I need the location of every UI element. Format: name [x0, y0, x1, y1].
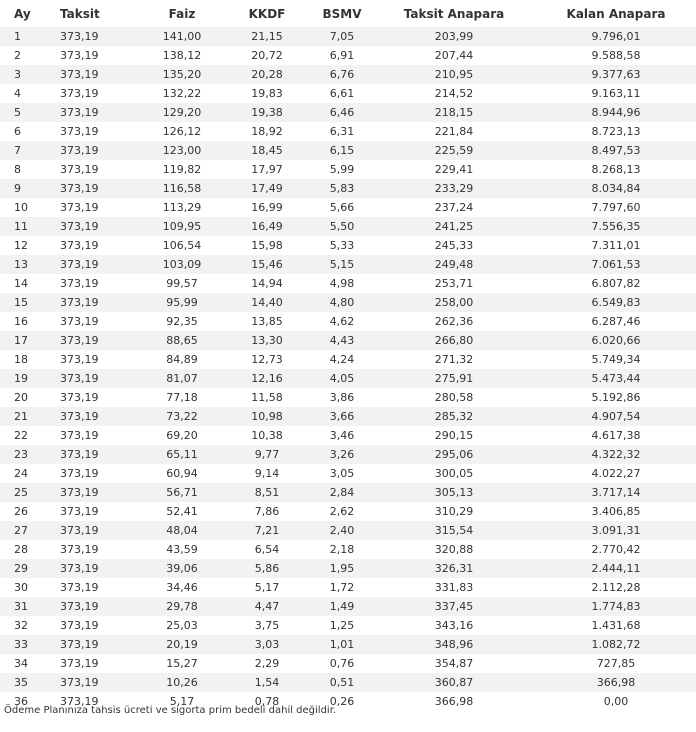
cell-taksit-anapara: 290,15 — [372, 426, 536, 445]
cell-taksit: 373,19 — [50, 236, 142, 255]
cell-kkdf: 13,30 — [222, 331, 312, 350]
cell-taksit: 373,19 — [50, 464, 142, 483]
cell-kkdf: 14,94 — [222, 274, 312, 293]
cell-ay: 10 — [0, 198, 50, 217]
cell-kalan-anapara: 1.431,68 — [536, 616, 696, 635]
cell-taksit: 373,19 — [50, 407, 142, 426]
cell-ay: 36 — [0, 692, 50, 711]
table-row — [0, 255, 696, 274]
cell-faiz: 10,26 — [142, 673, 222, 692]
cell-ay: 15 — [0, 293, 50, 312]
cell-taksit-anapara: 343,16 — [372, 616, 536, 635]
column-header-faiz: Faiz — [142, 0, 222, 27]
cell-ay: 26 — [0, 502, 50, 521]
cell-kkdf: 19,38 — [222, 103, 312, 122]
cell-kkdf: 20,72 — [222, 46, 312, 65]
cell-bsmv: 4,05 — [312, 369, 372, 388]
cell-faiz: 116,58 — [142, 179, 222, 198]
column-header-kkdf: KKDF — [222, 0, 312, 27]
cell-kalan-anapara: 1.774,83 — [536, 597, 696, 616]
cell-taksit-anapara: 300,05 — [372, 464, 536, 483]
cell-kkdf: 0,78 — [222, 692, 312, 711]
cell-taksit: 373,19 — [50, 426, 142, 445]
table-row — [0, 426, 696, 445]
table-row — [0, 217, 696, 236]
table-row — [0, 635, 696, 654]
cell-kkdf: 9,77 — [222, 445, 312, 464]
table-row — [0, 27, 696, 46]
table-row — [0, 46, 696, 65]
table-row — [0, 407, 696, 426]
cell-bsmv: 6,76 — [312, 65, 372, 84]
cell-bsmv: 3,26 — [312, 445, 372, 464]
cell-kalan-anapara: 3.091,31 — [536, 521, 696, 540]
cell-kkdf: 12,16 — [222, 369, 312, 388]
cell-taksit: 373,19 — [50, 122, 142, 141]
cell-taksit-anapara: 315,54 — [372, 521, 536, 540]
cell-ay: 19 — [0, 369, 50, 388]
cell-taksit-anapara: 207,44 — [372, 46, 536, 65]
cell-kalan-anapara: 4.322,32 — [536, 445, 696, 464]
cell-taksit: 373,19 — [50, 578, 142, 597]
cell-kalan-anapara: 5.749,34 — [536, 350, 696, 369]
cell-kalan-anapara: 8.723,13 — [536, 122, 696, 141]
cell-ay: 2 — [0, 46, 50, 65]
cell-taksit: 373,19 — [50, 388, 142, 407]
cell-ay: 22 — [0, 426, 50, 445]
table-row — [0, 483, 696, 502]
cell-ay: 1 — [0, 27, 50, 46]
cell-taksit-anapara: 225,59 — [372, 141, 536, 160]
cell-kalan-anapara: 4.617,38 — [536, 426, 696, 445]
cell-bsmv: 4,98 — [312, 274, 372, 293]
cell-faiz: 52,41 — [142, 502, 222, 521]
cell-kkdf: 21,15 — [222, 27, 312, 46]
table-row — [0, 65, 696, 84]
cell-kalan-anapara: 4.022,27 — [536, 464, 696, 483]
cell-bsmv: 0,51 — [312, 673, 372, 692]
table-row — [0, 502, 696, 521]
cell-taksit-anapara: 348,96 — [372, 635, 536, 654]
cell-taksit: 373,19 — [50, 198, 142, 217]
cell-bsmv: 4,80 — [312, 293, 372, 312]
cell-faiz: 123,00 — [142, 141, 222, 160]
cell-kalan-anapara: 9.588,58 — [536, 46, 696, 65]
cell-kkdf: 6,54 — [222, 540, 312, 559]
cell-taksit: 373,19 — [50, 502, 142, 521]
cell-bsmv: 6,91 — [312, 46, 372, 65]
cell-faiz: 81,07 — [142, 369, 222, 388]
cell-faiz: 119,82 — [142, 160, 222, 179]
cell-taksit: 373,19 — [50, 559, 142, 578]
cell-bsmv: 4,62 — [312, 312, 372, 331]
cell-ay: 28 — [0, 540, 50, 559]
cell-kkdf: 19,83 — [222, 84, 312, 103]
cell-faiz: 109,95 — [142, 217, 222, 236]
cell-bsmv: 3,05 — [312, 464, 372, 483]
cell-bsmv: 5,15 — [312, 255, 372, 274]
cell-ay: 3 — [0, 65, 50, 84]
cell-kkdf: 10,98 — [222, 407, 312, 426]
table-header — [0, 0, 696, 27]
cell-kkdf: 4,47 — [222, 597, 312, 616]
table-row — [0, 160, 696, 179]
cell-bsmv: 6,46 — [312, 103, 372, 122]
cell-faiz: 56,71 — [142, 483, 222, 502]
cell-kalan-anapara: 5.473,44 — [536, 369, 696, 388]
column-header-taksit: Taksit — [50, 0, 142, 27]
column-header-taksit-anapara: Taksit Anapara — [372, 0, 536, 27]
cell-kalan-anapara: 7.311,01 — [536, 236, 696, 255]
column-header-bsmv: BSMV — [312, 0, 372, 27]
cell-bsmv: 3,66 — [312, 407, 372, 426]
cell-kkdf: 15,98 — [222, 236, 312, 255]
cell-ay: 4 — [0, 84, 50, 103]
table-row — [0, 274, 696, 293]
table-row — [0, 312, 696, 331]
cell-ay: 34 — [0, 654, 50, 673]
table-row — [0, 597, 696, 616]
cell-bsmv: 4,24 — [312, 350, 372, 369]
cell-ay: 24 — [0, 464, 50, 483]
cell-kkdf: 7,21 — [222, 521, 312, 540]
table-row — [0, 540, 696, 559]
cell-kalan-anapara: 8.497,53 — [536, 141, 696, 160]
cell-taksit-anapara: 320,88 — [372, 540, 536, 559]
table-row — [0, 445, 696, 464]
cell-taksit: 373,19 — [50, 597, 142, 616]
cell-ay: 20 — [0, 388, 50, 407]
cell-bsmv: 3,86 — [312, 388, 372, 407]
cell-bsmv: 5,50 — [312, 217, 372, 236]
cell-taksit: 373,19 — [50, 217, 142, 236]
cell-taksit-anapara: 285,32 — [372, 407, 536, 426]
cell-ay: 16 — [0, 312, 50, 331]
cell-bsmv: 7,05 — [312, 27, 372, 46]
cell-kalan-anapara: 3.717,14 — [536, 483, 696, 502]
cell-taksit: 373,19 — [50, 312, 142, 331]
cell-kkdf: 1,54 — [222, 673, 312, 692]
cell-taksit-anapara: 249,48 — [372, 255, 536, 274]
cell-kkdf: 5,86 — [222, 559, 312, 578]
cell-taksit-anapara: 326,31 — [372, 559, 536, 578]
table-row — [0, 103, 696, 122]
cell-taksit-anapara: 310,29 — [372, 502, 536, 521]
cell-bsmv: 5,99 — [312, 160, 372, 179]
cell-ay: 6 — [0, 122, 50, 141]
cell-ay: 8 — [0, 160, 50, 179]
cell-kkdf: 5,17 — [222, 578, 312, 597]
cell-kalan-anapara: 9.377,63 — [536, 65, 696, 84]
cell-taksit: 373,19 — [50, 103, 142, 122]
cell-kkdf: 16,49 — [222, 217, 312, 236]
cell-faiz: 99,57 — [142, 274, 222, 293]
cell-taksit: 373,19 — [50, 179, 142, 198]
cell-faiz: 88,65 — [142, 331, 222, 350]
cell-faiz: 69,20 — [142, 426, 222, 445]
cell-kkdf: 12,73 — [222, 350, 312, 369]
table-row — [0, 141, 696, 160]
cell-bsmv: 6,15 — [312, 141, 372, 160]
cell-ay: 11 — [0, 217, 50, 236]
cell-faiz: 65,11 — [142, 445, 222, 464]
cell-ay: 29 — [0, 559, 50, 578]
cell-taksit-anapara: 241,25 — [372, 217, 536, 236]
cell-faiz: 25,03 — [142, 616, 222, 635]
cell-bsmv: 4,43 — [312, 331, 372, 350]
cell-taksit-anapara: 229,41 — [372, 160, 536, 179]
cell-ay: 31 — [0, 597, 50, 616]
cell-taksit-anapara: 258,00 — [372, 293, 536, 312]
cell-kkdf: 3,75 — [222, 616, 312, 635]
cell-kalan-anapara: 2.112,28 — [536, 578, 696, 597]
table-row — [0, 654, 696, 673]
cell-taksit-anapara: 360,87 — [372, 673, 536, 692]
table-body — [0, 27, 696, 711]
cell-bsmv: 5,33 — [312, 236, 372, 255]
cell-taksit: 373,19 — [50, 274, 142, 293]
cell-taksit: 373,19 — [50, 27, 142, 46]
cell-faiz: 126,12 — [142, 122, 222, 141]
cell-taksit-anapara: 275,91 — [372, 369, 536, 388]
cell-taksit: 373,19 — [50, 635, 142, 654]
table-row — [0, 673, 696, 692]
table-row — [0, 236, 696, 255]
cell-kalan-anapara: 6.549,83 — [536, 293, 696, 312]
column-header-ay: Ay — [0, 0, 50, 27]
cell-faiz: 106,54 — [142, 236, 222, 255]
cell-kalan-anapara: 6.807,82 — [536, 274, 696, 293]
cell-taksit: 373,19 — [50, 331, 142, 350]
table-row — [0, 369, 696, 388]
cell-taksit-anapara: 337,45 — [372, 597, 536, 616]
cell-kalan-anapara: 7.061,53 — [536, 255, 696, 274]
cell-taksit-anapara: 266,80 — [372, 331, 536, 350]
cell-taksit: 373,19 — [50, 293, 142, 312]
table-row — [0, 179, 696, 198]
cell-kkdf: 17,97 — [222, 160, 312, 179]
cell-kalan-anapara: 5.192,86 — [536, 388, 696, 407]
cell-kkdf: 7,86 — [222, 502, 312, 521]
cell-kalan-anapara: 7.556,35 — [536, 217, 696, 236]
cell-faiz: 60,94 — [142, 464, 222, 483]
cell-kalan-anapara: 8.268,13 — [536, 160, 696, 179]
cell-kalan-anapara: 3.406,85 — [536, 502, 696, 521]
table-row — [0, 293, 696, 312]
cell-ay: 25 — [0, 483, 50, 502]
cell-faiz: 5,17 — [142, 692, 222, 711]
cell-taksit-anapara: 245,33 — [372, 236, 536, 255]
cell-faiz: 84,89 — [142, 350, 222, 369]
cell-faiz: 77,18 — [142, 388, 222, 407]
cell-taksit-anapara: 305,13 — [372, 483, 536, 502]
cell-ay: 32 — [0, 616, 50, 635]
table-row — [0, 521, 696, 540]
cell-taksit-anapara: 271,32 — [372, 350, 536, 369]
cell-kalan-anapara: 8.034,84 — [536, 179, 696, 198]
cell-faiz: 141,00 — [142, 27, 222, 46]
cell-kalan-anapara: 0,00 — [536, 692, 696, 711]
cell-faiz: 29,78 — [142, 597, 222, 616]
cell-kalan-anapara: 9.163,11 — [536, 84, 696, 103]
cell-kkdf: 10,38 — [222, 426, 312, 445]
cell-taksit-anapara: 214,52 — [372, 84, 536, 103]
cell-taksit-anapara: 218,15 — [372, 103, 536, 122]
cell-bsmv: 1,49 — [312, 597, 372, 616]
cell-taksit-anapara: 262,36 — [372, 312, 536, 331]
table-row — [0, 578, 696, 597]
cell-taksit: 373,19 — [50, 255, 142, 274]
table-row — [0, 198, 696, 217]
cell-bsmv: 2,40 — [312, 521, 372, 540]
cell-bsmv: 6,61 — [312, 84, 372, 103]
cell-ay: 7 — [0, 141, 50, 160]
table-row — [0, 331, 696, 350]
cell-kkdf: 18,45 — [222, 141, 312, 160]
cell-kkdf: 3,03 — [222, 635, 312, 654]
cell-taksit-anapara: 210,95 — [372, 65, 536, 84]
cell-faiz: 15,27 — [142, 654, 222, 673]
cell-taksit: 373,19 — [50, 84, 142, 103]
cell-ay: 14 — [0, 274, 50, 293]
cell-bsmv: 0,76 — [312, 654, 372, 673]
cell-kkdf: 11,58 — [222, 388, 312, 407]
cell-faiz: 43,59 — [142, 540, 222, 559]
cell-taksit: 373,19 — [50, 483, 142, 502]
cell-taksit: 373,19 — [50, 46, 142, 65]
cell-kalan-anapara: 7.797,60 — [536, 198, 696, 217]
cell-bsmv: 2,84 — [312, 483, 372, 502]
cell-bsmv: 1,25 — [312, 616, 372, 635]
cell-taksit-anapara: 203,99 — [372, 27, 536, 46]
cell-faiz: 95,99 — [142, 293, 222, 312]
cell-faiz: 138,12 — [142, 46, 222, 65]
cell-taksit-anapara: 253,71 — [372, 274, 536, 293]
cell-faiz: 34,46 — [142, 578, 222, 597]
cell-kkdf: 13,85 — [222, 312, 312, 331]
cell-taksit: 373,19 — [50, 65, 142, 84]
cell-taksit: 373,19 — [50, 616, 142, 635]
table-row — [0, 559, 696, 578]
cell-bsmv: 1,72 — [312, 578, 372, 597]
cell-bsmv: 2,18 — [312, 540, 372, 559]
cell-ay: 5 — [0, 103, 50, 122]
cell-faiz: 129,20 — [142, 103, 222, 122]
cell-faiz: 39,06 — [142, 559, 222, 578]
cell-kalan-anapara: 9.796,01 — [536, 27, 696, 46]
cell-kkdf: 14,40 — [222, 293, 312, 312]
cell-taksit: 373,19 — [50, 160, 142, 179]
cell-faiz: 103,09 — [142, 255, 222, 274]
cell-taksit: 373,19 — [50, 350, 142, 369]
cell-faiz: 48,04 — [142, 521, 222, 540]
cell-ay: 13 — [0, 255, 50, 274]
cell-ay: 35 — [0, 673, 50, 692]
cell-kkdf: 18,92 — [222, 122, 312, 141]
cell-taksit: 373,19 — [50, 692, 142, 711]
cell-ay: 33 — [0, 635, 50, 654]
cell-faiz: 20,19 — [142, 635, 222, 654]
cell-ay: 21 — [0, 407, 50, 426]
cell-taksit-anapara: 237,24 — [372, 198, 536, 217]
cell-taksit-anapara: 221,84 — [372, 122, 536, 141]
cell-faiz: 135,20 — [142, 65, 222, 84]
cell-kalan-anapara: 727,85 — [536, 654, 696, 673]
cell-bsmv: 5,83 — [312, 179, 372, 198]
cell-taksit-anapara: 331,83 — [372, 578, 536, 597]
cell-faiz: 73,22 — [142, 407, 222, 426]
cell-taksit: 373,19 — [50, 673, 142, 692]
cell-bsmv: 6,31 — [312, 122, 372, 141]
cell-kkdf: 9,14 — [222, 464, 312, 483]
cell-kalan-anapara: 6.287,46 — [536, 312, 696, 331]
cell-faiz: 132,22 — [142, 84, 222, 103]
cell-kkdf: 17,49 — [222, 179, 312, 198]
cell-ay: 12 — [0, 236, 50, 255]
table-row — [0, 616, 696, 635]
cell-bsmv: 3,46 — [312, 426, 372, 445]
cell-ay: 18 — [0, 350, 50, 369]
cell-taksit: 373,19 — [50, 141, 142, 160]
cell-taksit: 373,19 — [50, 369, 142, 388]
table-row — [0, 122, 696, 141]
cell-bsmv: 5,66 — [312, 198, 372, 217]
cell-taksit: 373,19 — [50, 445, 142, 464]
cell-ay: 30 — [0, 578, 50, 597]
cell-kalan-anapara: 8.944,96 — [536, 103, 696, 122]
table-row — [0, 350, 696, 369]
cell-bsmv: 1,01 — [312, 635, 372, 654]
cell-kkdf: 20,28 — [222, 65, 312, 84]
table-row — [0, 84, 696, 103]
cell-taksit: 373,19 — [50, 521, 142, 540]
cell-taksit: 373,19 — [50, 654, 142, 673]
cell-kkdf: 8,51 — [222, 483, 312, 502]
footnote: Ödeme Planınıza tahsis ücreti ve sigorta prim bedeli dahil değildir. — [4, 705, 337, 716]
table-row — [0, 388, 696, 407]
cell-bsmv: 2,62 — [312, 502, 372, 521]
cell-taksit-anapara: 366,98 — [372, 692, 536, 711]
cell-kkdf: 15,46 — [222, 255, 312, 274]
cell-bsmv: 0,26 — [312, 692, 372, 711]
cell-kalan-anapara: 366,98 — [536, 673, 696, 692]
table-row — [0, 464, 696, 483]
cell-kalan-anapara: 4.907,54 — [536, 407, 696, 426]
cell-ay: 23 — [0, 445, 50, 464]
cell-taksit: 373,19 — [50, 540, 142, 559]
cell-taksit-anapara: 233,29 — [372, 179, 536, 198]
cell-ay: 17 — [0, 331, 50, 350]
cell-faiz: 92,35 — [142, 312, 222, 331]
cell-kkdf: 2,29 — [222, 654, 312, 673]
cell-kalan-anapara: 6.020,66 — [536, 331, 696, 350]
cell-kalan-anapara: 2.770,42 — [536, 540, 696, 559]
cell-kkdf: 16,99 — [222, 198, 312, 217]
column-header-kalan-anapara: Kalan Anapara — [536, 0, 696, 27]
cell-kalan-anapara: 2.444,11 — [536, 559, 696, 578]
cell-kalan-anapara: 1.082,72 — [536, 635, 696, 654]
cell-bsmv: 1,95 — [312, 559, 372, 578]
cell-ay: 27 — [0, 521, 50, 540]
cell-taksit-anapara: 295,06 — [372, 445, 536, 464]
cell-faiz: 113,29 — [142, 198, 222, 217]
cell-taksit-anapara: 280,58 — [372, 388, 536, 407]
header-row — [0, 0, 696, 27]
cell-taksit-anapara: 354,87 — [372, 654, 536, 673]
cell-ay: 9 — [0, 179, 50, 198]
